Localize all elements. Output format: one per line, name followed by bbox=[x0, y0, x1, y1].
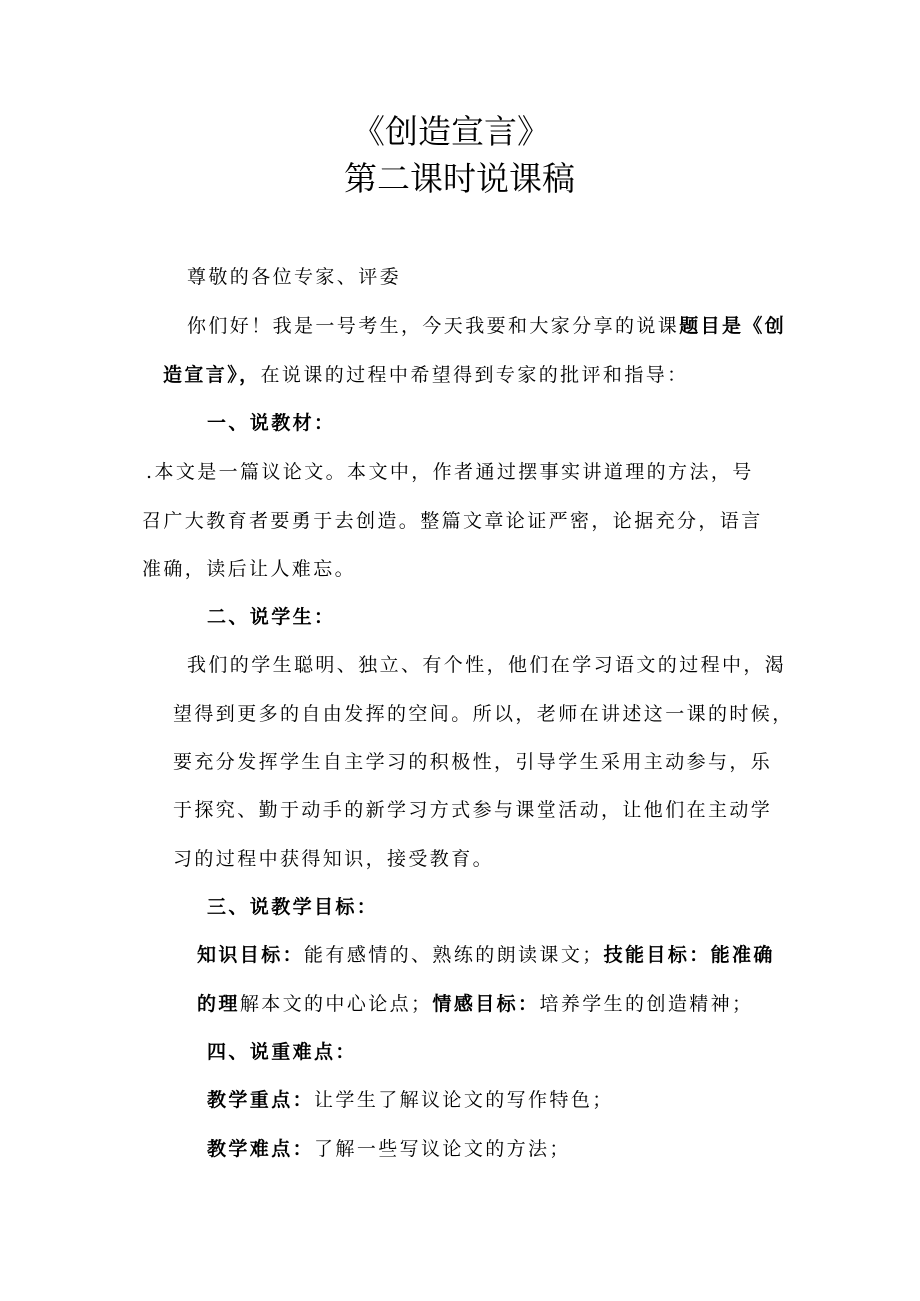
section1-line: 召广大教育者要勇于去创造。整篇文章论证严密，论据充分，语言 bbox=[142, 510, 763, 532]
objectives-line-2 bbox=[197, 995, 753, 1014]
section2-line: 习的过程中获得知识，接受教育。 bbox=[173, 848, 495, 870]
section-heading-teaching-material: 一、说教材： bbox=[207, 412, 336, 434]
section-heading-students: 二、说学生： bbox=[207, 606, 336, 628]
difficult-point-line bbox=[207, 1140, 571, 1159]
document-subtitle: 第二课时说课稿 bbox=[344, 159, 575, 198]
section2-line: 望得到更多的自由发挥的空间。所以，老师在讲述这一课的时候， bbox=[173, 703, 794, 725]
skill-objective-bold-tail: 的理 bbox=[197, 993, 240, 1015]
section-heading-key-difficult-points: 四、说重难点： bbox=[207, 1041, 357, 1063]
difficult-point-label: 教学难点： bbox=[207, 1138, 315, 1160]
section2-line: 我们的学生聪明、独立、有个性，他们在学习语文的过程中，渴 bbox=[187, 654, 787, 676]
difficult-point-text: 了解一些写议论文的方法； bbox=[314, 1138, 571, 1160]
key-point-line bbox=[207, 1091, 614, 1110]
greeting: 尊敬的各位专家、评委 bbox=[187, 266, 402, 288]
knowledge-objective-text: 能有感情的、熟练的朗读课文； bbox=[304, 944, 604, 966]
key-point-text: 让学生了解议论文的写作特色； bbox=[314, 1089, 614, 1111]
section2-line: 要充分发挥学生自主学习的积极性，引导学生采用主动参与，乐 bbox=[173, 751, 773, 773]
intro-line-1-bold: 题目是《创 bbox=[679, 315, 787, 337]
skill-objective-text: 解本文的中心论点； bbox=[239, 993, 433, 1015]
section1-line: .本文是一篇议论文。本文中，作者通过摆事实讲道理的方法，号 bbox=[146, 461, 754, 483]
section-heading-objectives: 三、说教学目标： bbox=[207, 896, 379, 918]
emotion-objective-text: 培养学生的创造精神； bbox=[539, 993, 754, 1015]
section1-line: 准确，读后让人难忘。 bbox=[142, 558, 357, 580]
intro-line-2-text: 在说课的过程中希望得到专家的批评和指导： bbox=[260, 364, 689, 386]
objectives-line-1 bbox=[197, 946, 775, 965]
intro-line-1 bbox=[187, 317, 786, 336]
key-point-label: 教学重点： bbox=[207, 1089, 315, 1111]
intro-line-2-bold: 造宣言》， bbox=[163, 364, 261, 386]
skill-objective-label: 技能目标：能准确 bbox=[603, 944, 775, 966]
emotion-objective-label: 情感目标： bbox=[432, 993, 540, 1015]
section2-line: 于探究、勤于动手的新学习方式参与课堂活动，让他们在主动学 bbox=[173, 799, 773, 821]
document-title: 《创造宣言》 bbox=[352, 112, 550, 151]
knowledge-objective-label: 知识目标： bbox=[197, 944, 305, 966]
intro-line-2 bbox=[163, 366, 689, 385]
intro-line-1-text: 你们好！我是一号考生，今天我要和大家分享的说课 bbox=[187, 315, 680, 337]
